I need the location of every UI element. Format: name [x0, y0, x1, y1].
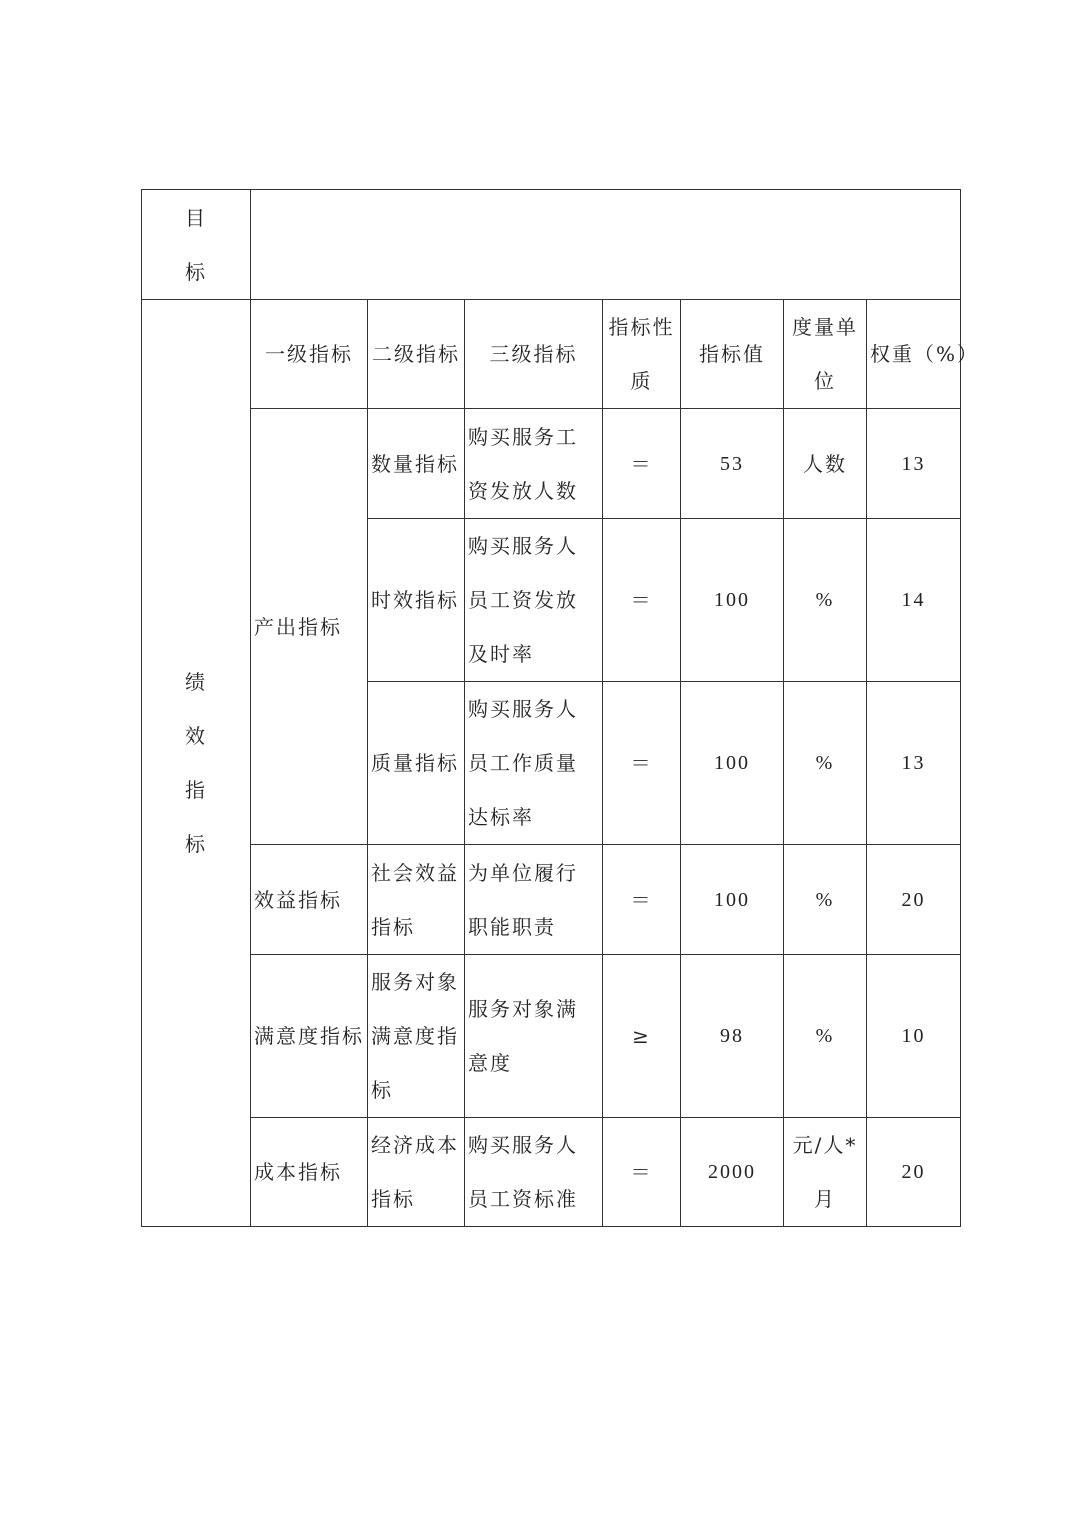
target-content-cell — [251, 190, 961, 300]
value-cell: 2000 — [681, 1118, 784, 1227]
nature-cell: ＝ — [603, 845, 681, 955]
unit-cell: 人数 — [784, 409, 867, 519]
level2-cell: 服务对象满意度指标 — [368, 955, 465, 1118]
value-cell: 100 — [681, 682, 784, 845]
group-cost: 成本指标 — [251, 1118, 368, 1227]
unit-cell: % — [784, 519, 867, 682]
table-row — [142, 845, 961, 955]
level3-cell: 购买服务工资发放人数 — [465, 409, 603, 519]
nature-cell: ＝ — [603, 1118, 681, 1227]
weight-cell: 14 — [867, 519, 961, 682]
nature-cell: ＝ — [603, 409, 681, 519]
level3-cell: 购买服务人员工资发放及时率 — [465, 519, 603, 682]
level2-cell: 社会效益指标 — [368, 845, 465, 955]
performance-table — [141, 189, 980, 1227]
header-level1: 一级指标 — [251, 300, 368, 409]
header-row — [142, 300, 961, 409]
header-nature: 指标性质 — [603, 300, 681, 409]
target-label-cell — [142, 190, 251, 300]
level3-cell: 服务对象满意度 — [465, 955, 603, 1118]
level3-cell: 购买服务人员工作质量达标率 — [465, 682, 603, 845]
group-satisfaction: 满意度指标 — [251, 955, 368, 1118]
value-cell: 100 — [681, 845, 784, 955]
weight-cell: 10 — [867, 955, 961, 1118]
unit-cell: 元/人*月 — [784, 1118, 867, 1227]
table-row — [142, 955, 961, 1118]
performance-label-cell — [142, 300, 251, 1227]
weight-cell: 20 — [867, 1118, 961, 1227]
table-row — [142, 409, 961, 519]
table-row — [142, 1118, 961, 1227]
performance-label: 绩效指标 — [185, 670, 207, 856]
weight-cell: 13 — [867, 682, 961, 845]
nature-cell: ≥ — [603, 955, 681, 1118]
group-output: 产出指标 — [251, 409, 368, 845]
value-cell: 98 — [681, 955, 784, 1118]
unit-cell: % — [784, 845, 867, 955]
weight-cell: 20 — [867, 845, 961, 955]
header-value: 指标值 — [681, 300, 784, 409]
target-label: 目标 — [185, 205, 207, 284]
nature-cell: ＝ — [603, 682, 681, 845]
header-unit: 度量单位 — [784, 300, 867, 409]
target-row — [142, 190, 961, 300]
nature-cell: ＝ — [603, 519, 681, 682]
header-level3: 三级指标 — [465, 300, 603, 409]
level2-cell: 数量指标 — [368, 409, 465, 519]
unit-cell: % — [784, 682, 867, 845]
group-benefit: 效益指标 — [251, 845, 368, 955]
header-weight: 权重（%） — [867, 300, 961, 409]
value-cell: 100 — [681, 519, 784, 682]
level2-cell: 经济成本指标 — [368, 1118, 465, 1227]
level3-cell: 购买服务人员工资标准 — [465, 1118, 603, 1227]
value-cell: 53 — [681, 409, 784, 519]
level2-cell: 时效指标 — [368, 519, 465, 682]
weight-cell: 13 — [867, 409, 961, 519]
level2-cell: 质量指标 — [368, 682, 465, 845]
header-level2: 二级指标 — [368, 300, 465, 409]
level3-cell: 为单位履行职能职责 — [465, 845, 603, 955]
unit-cell: % — [784, 955, 867, 1118]
